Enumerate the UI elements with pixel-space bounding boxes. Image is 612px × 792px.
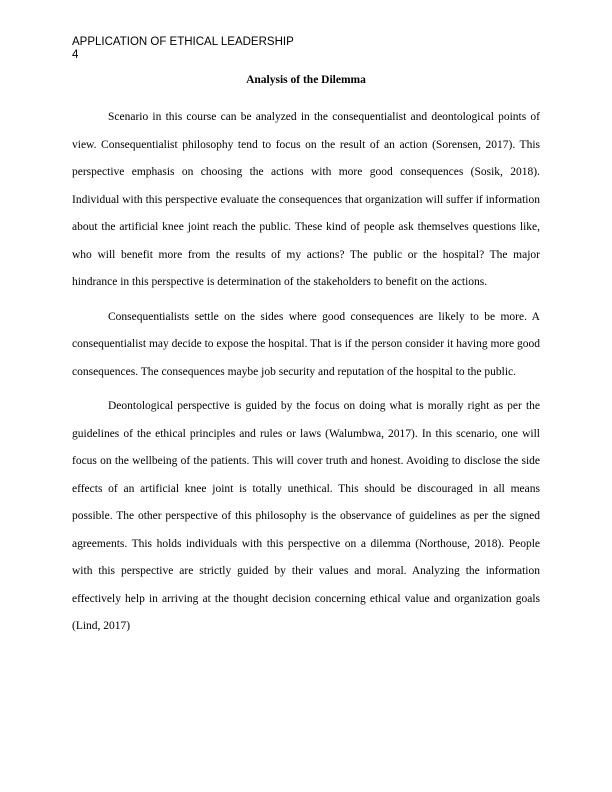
page-number: 4: [72, 49, 79, 61]
paragraph-3: Deontological perspective is guided by the focus on doing what is morally right as per the guidelines of the ethical principles and rules or laws (Walumbwa, 2017). In this scenario, one will focus on the wellbeing of the patients. This will cover truth and honest. Avoiding to disclose the side effects of an artificial knee joint is totally unethical. This should be discouraged in all means possible. The other perspective of this philosophy is the observance of guidelines as per the signed agreements. This holds individuals with this perspective on a dilemma (Northouse, 2018). People with this perspective are strictly guided by their values and moral. Analyzing the information effectively help in arriving at the thought decision concerning ethical value and organization goals (Lind, 2017): [72, 400, 540, 632]
paragraph-2: Consequentialists settle on the sides where good consequences are likely to be more. A consequentialist may decide to expose the hospital. That is if the person consider it having more good consequences. The consequences maybe job security and reputation of the hospital to the public.: [72, 310, 540, 378]
page-header: [72, 36, 294, 62]
section-title: Analysis of the Dilemma: [246, 74, 366, 86]
body-text: [72, 104, 540, 648]
running-head: APPLICATION OF ETHICAL LEADERSHIP: [72, 36, 294, 48]
paragraph-1: Scenario in this course can be analyzed in the consequentialist and deontological points of view. Consequentialist philosophy tend to focus on the result of an action (Sorensen, 2017). This perspective emphasis on choosing the actions with more good consequences (Sosik, 2018). Individual with this perspective evaluate the consequences that organization will suffer if information about the artificial knee joint reach the public. These kind of people ask themselves questions like, who will benefit more from the results of my actions? The public or the hospital? The major hindrance in this perspective is determination of the stakeholders to benefit on the actions.: [72, 111, 540, 288]
